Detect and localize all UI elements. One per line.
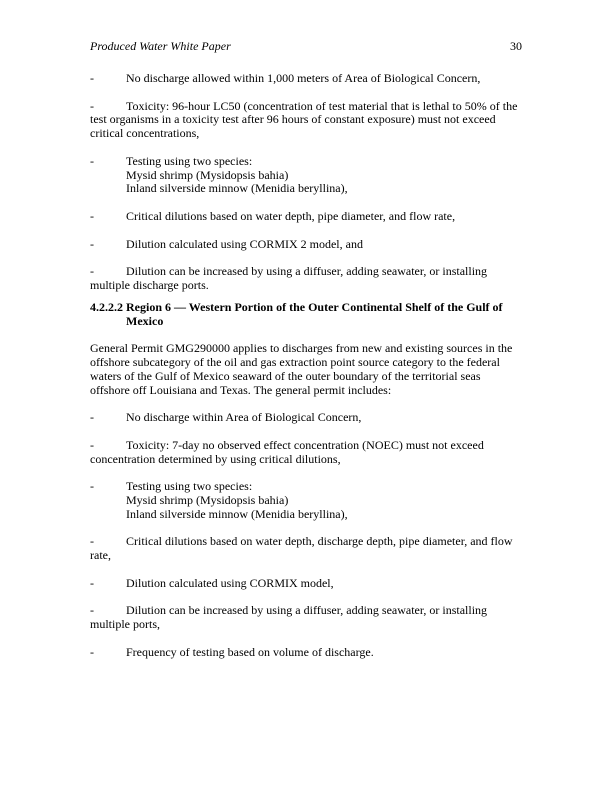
list-item-continuation: rate, [90,548,111,563]
section-heading [90,301,522,329]
list-item [90,238,522,252]
page-content [90,72,522,673]
document-title: Produced Water White Paper [90,39,231,53]
list-item-continuation: multiple discharge ports. [90,277,209,292]
list-item [90,535,522,563]
list-item [90,155,522,196]
list-dash: - [90,437,94,452]
list-dash: - [90,575,94,590]
list-item [90,480,522,521]
list-item-text: Testing using two species: [126,479,253,494]
paragraph-line: General Permit GMG290000 applies to discharges from new and existing sources in the [90,341,513,356]
list-item-continuation: multiple ports, [90,617,160,632]
section-number: 4.2.2.2 [90,299,123,314]
list-item-text: No discharge allowed within 1,000 meters of Area of Biological Concern, [126,71,481,85]
page-number: 30 [510,39,522,53]
list-dash: - [90,644,94,659]
section-title-continuation: Mexico [126,313,164,328]
list-item-text: No discharge within Area of Biological Concern, [126,410,362,425]
section-paragraph [90,342,522,397]
list-item-text: Dilution can be increased by using a diffuser, adding seawater, or installing [126,264,488,279]
list-item [90,577,522,591]
list-dash: - [90,603,94,618]
list-item [90,604,522,632]
list-dash: - [90,410,94,425]
paragraph-line: waters of the Gulf of Mexico seaward of the outer boundary of the territorial seas [90,368,481,383]
list-item [90,439,522,467]
section-title: Region 6 — Western Portion of the Outer Continental Shelf of the Gulf of [126,299,503,314]
list-item-continuation: concentration determined by using critical dilutions, [90,451,341,466]
list-item-continuation: test organisms in a toxicity test after 96 hours of constant exposure) must not exceed [90,112,496,127]
species-line: Inland silverside minnow (Menidia beryllina), [126,506,348,521]
species-line: Mysid shrimp (Mysidopsis bahia) [126,167,289,182]
paragraph-line: offshore subcategory of the oil and gas extraction point source category to the federal [90,354,500,369]
page-header [90,40,522,54]
list-item-text: Critical dilutions based on water depth, pipe diameter, and flow rate, [126,208,456,223]
list-item [90,100,522,141]
list-dash: - [90,153,94,168]
list-dash: - [90,236,94,251]
list-item-continuation: critical concentrations, [90,126,200,141]
species-line: Mysid shrimp (Mysidopsis bahia) [126,492,289,507]
list-item-text: Toxicity: 96-hour LC50 (concentration of test material that is lethal to 50% of the [126,98,518,113]
paragraph-line: offshore off Louisiana and Texas. The general permit includes: [90,382,392,397]
list-item [90,411,522,425]
list-item-text: Toxicity: 7-day no observed effect concentration (NOEC) must not exceed [126,437,484,452]
list-item-text: Frequency of testing based on volume of discharge. [126,644,374,659]
list-dash: - [90,534,94,549]
list-item-text: Dilution can be increased by using a diffuser, adding seawater, or installing [126,603,488,618]
species-line: Inland silverside minnow (Menidia beryllina), [126,181,348,196]
list-dash: - [90,264,94,279]
list-dash: - [90,71,94,85]
list-dash: - [90,98,94,113]
list-item [90,72,522,86]
list-item [90,646,522,660]
list-item [90,265,522,293]
list-dash: - [90,479,94,494]
list-item [90,210,522,224]
list-item-text: Critical dilutions based on water depth, discharge depth, pipe diameter, and flow [126,534,513,549]
list-dash: - [90,208,94,223]
list-item-text: Dilution calculated using CORMIX model, [126,575,334,590]
list-item-text: Dilution calculated using CORMIX 2 model, and [126,236,363,251]
list-item-text: Testing using two species: [126,153,253,168]
